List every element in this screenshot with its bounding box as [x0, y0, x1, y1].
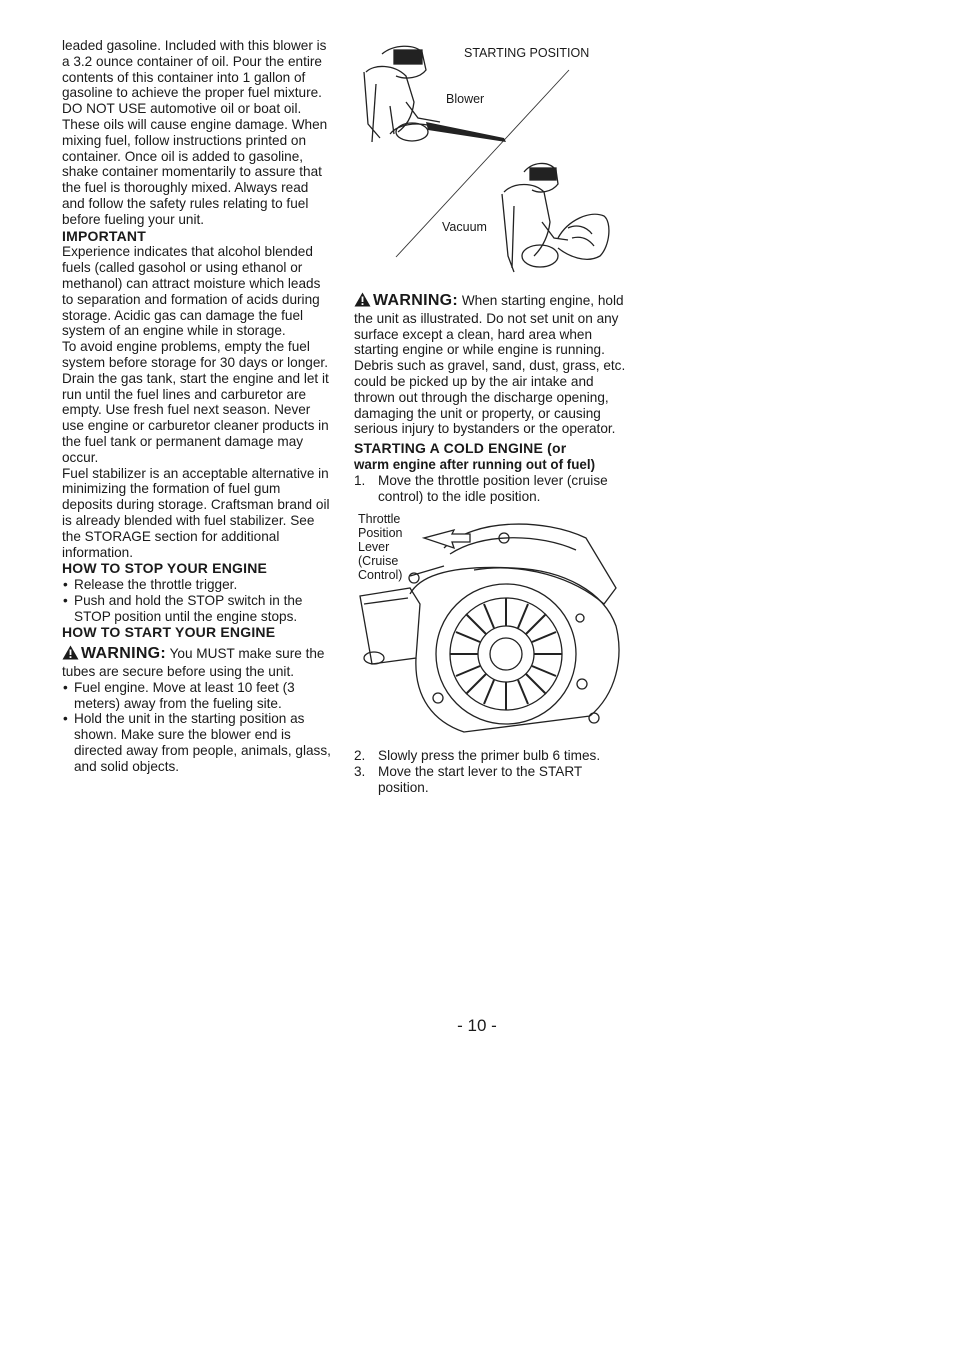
fuel-mixing-paragraph: leaded gasoline. Included with this blower is a 3.2 ounce container of oil. Pour the entire contents of this container into 1 gallon of gasoline to achieve the proper fuel mixture. DO NOT USE automotive oil or boat oil. These oils will cause engine damage. When mixing fuel, follow instructions printed on container. Once oil is added to gasoline, shake container momentarily to assure that the fuel is thoroughly mixed. Always read and follow the safety rules relating to fuel before fueling your unit.	[62, 38, 328, 227]
throttle-lever-figure	[354, 508, 626, 748]
warning-text: You MUST make sure the tubes are secure before using the unit.	[62, 646, 325, 680]
list-item	[354, 764, 626, 796]
starting-position-title: STARTING POSITION	[464, 46, 590, 60]
stop-engine-list	[62, 577, 332, 624]
step-number: 2.	[354, 748, 366, 764]
step-number: 3.	[354, 764, 366, 780]
stop-engine-heading: HOW TO STOP YOUR ENGINE	[62, 560, 268, 577]
cold-start-steps-continued	[354, 748, 626, 795]
step-text: Move the start lever to the START position.	[378, 764, 582, 795]
list-item: • Release the throttle trigger.	[62, 577, 332, 593]
list-item	[354, 473, 626, 505]
warning-triangle-icon	[354, 292, 371, 311]
warning-text: When starting engine, hold the unit as illustrated. Do not set unit on any surface except a clean, hard area when starting engine or while engine is running. Debris such as gravel, sand, dust, grass, etc. could be picked up by the air intake and thrown out through the discharge opening, damaging the unit or property, or causing serious injury to bystanders or the operator.	[354, 293, 626, 437]
alcohol-fuel-paragraph: Experience indicates that alcohol blended fuels (called gasohol or using ethanol or methanol) can attract moisture which leads to separation and formation of acids during storage. Acidic gas can damage the fuel system of an engine while in storage.	[62, 244, 321, 339]
step-text: Slowly press the primer bulb 6 times.	[378, 748, 601, 764]
cold-engine-heading: STARTING A COLD ENGINE (or	[354, 440, 567, 457]
left-column	[62, 38, 332, 775]
throttle-lever-label: Throttle Position Lever (Cruise Control)	[358, 512, 403, 583]
start-engine-heading: HOW TO START YOUR ENGINE	[62, 624, 276, 641]
step-number: 1.	[354, 472, 366, 488]
important-heading: IMPORTANT	[62, 227, 146, 244]
starting-position-figure	[354, 42, 626, 292]
cold-engine-subheading: warm engine after running out of fuel)	[354, 456, 596, 472]
blower-label: Blower	[446, 92, 485, 106]
cold-start-steps	[354, 473, 626, 505]
page-number: - 10 -	[457, 1016, 497, 1035]
warning-label: WARNING:	[373, 292, 459, 309]
vacuum-label: Vacuum	[442, 220, 487, 234]
start-engine-list	[62, 680, 332, 775]
warning-label: WARNING:	[81, 645, 167, 663]
list-item: • Fuel engine. Move at least 10 feet (3 meters) away from the fueling site.	[62, 680, 332, 712]
starting-position-illustration	[354, 42, 626, 292]
list-item	[354, 748, 626, 764]
storage-fuel-paragraph: To avoid engine problems, empty the fuel system before storage for 30 days or longer. Drain the gas tank, start the engine and let it run until the fuel lines and carburetor are empty. Use fresh fuel next season. Never use engine or carburetor cleaner products in the fuel tank or permanent damage may occur.	[62, 339, 329, 465]
tube-warning	[62, 645, 332, 680]
warning-triangle-icon	[62, 645, 79, 664]
list-item: • Hold the unit in the starting position as shown. Make sure the blower end is directed away from people, animals, glass, and solid objects.	[62, 711, 332, 774]
step-text: Move the throttle position lever (cruise control) to the idle position.	[378, 472, 608, 504]
list-item: • Push and hold the STOP switch in the STOP position until the engine stops.	[62, 593, 332, 625]
starting-warning	[354, 292, 626, 437]
fuel-stabilizer-paragraph: Fuel stabilizer is an acceptable alternative in minimizing the formation of fuel gum deposits during storage. Craftsman brand oil is already blended with fuel stabilizer. See the STORAGE section for additional information.	[62, 465, 330, 560]
right-column	[354, 42, 626, 796]
